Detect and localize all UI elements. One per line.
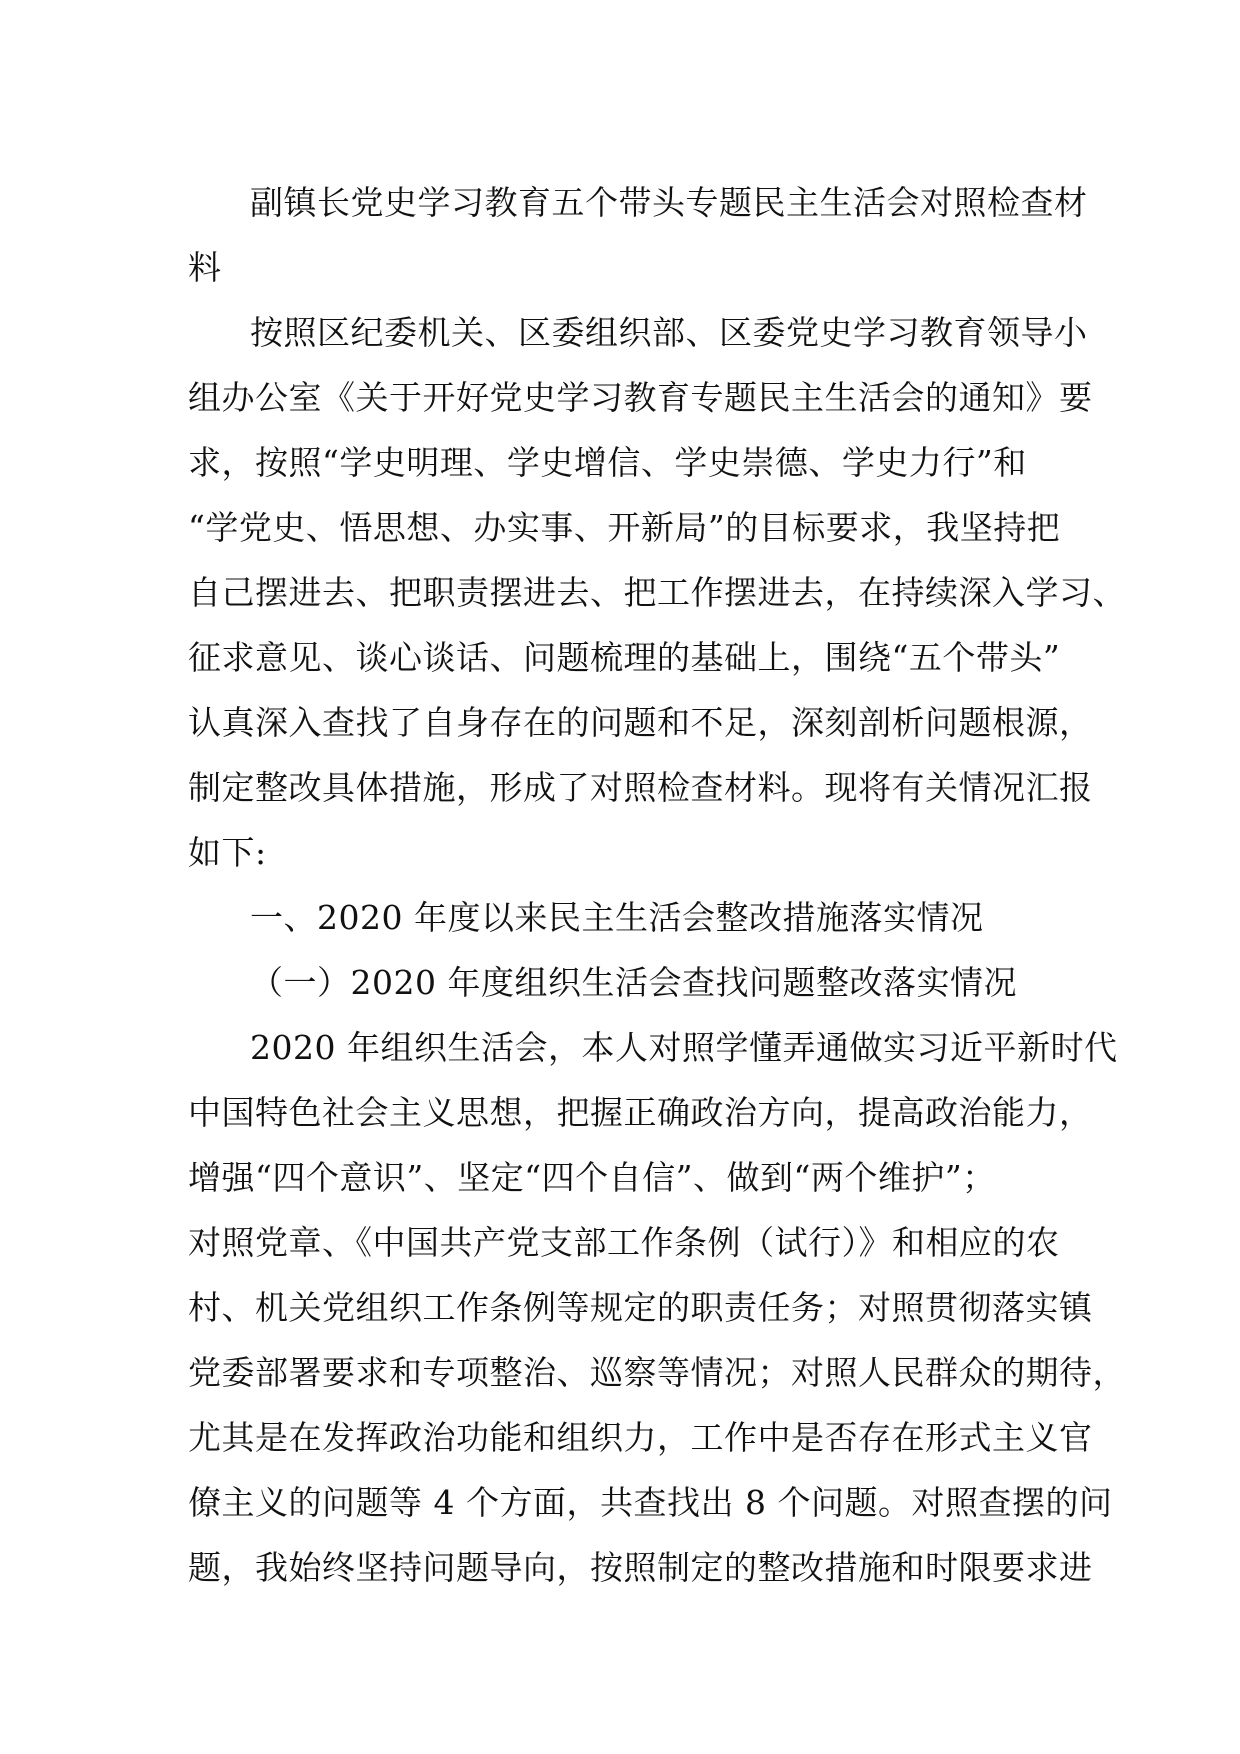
document-body — [188, 170, 1126, 1600]
paragraph-line: 如下: — [188, 833, 267, 872]
subsection-heading: （一）2020 年度组织生活会查找问题整改落实情况 — [250, 963, 1017, 1002]
paragraph-line: 党委部署要求和专项整治、巡察等情况；对照人民群众的期待， — [188, 1353, 1126, 1392]
section-heading: 一、2020 年度以来民主生活会整改措施落实情况 — [250, 898, 984, 937]
paragraph-line: 制定整改具体措施，形成了对照检查材料。现将有关情况汇报 — [188, 768, 1093, 807]
paragraph-line: 村、机关党组织工作条例等规定的职责任务；对照贯彻落实镇 — [188, 1288, 1093, 1327]
paragraph-line: 增强“四个意识”、坚定“四个自信”、做到“两个维护”； — [188, 1158, 996, 1197]
paragraph-line: 认真深入查找了自身存在的问题和不足，深刻剖析问题根源， — [188, 703, 1093, 742]
document-title-line-1: 副镇长党史学习教育五个带头专题民主生活会对照检查材 — [250, 183, 1088, 222]
paragraph-line: 征求意见、谈心谈话、问题梳理的基础上，围绕“五个带头” — [188, 638, 1061, 677]
paragraph-line: 尤其是在发挥政治功能和组织力，工作中是否存在形式主义官 — [188, 1418, 1093, 1457]
paragraph-line: 僚主义的问题等 4 个方面，共查找出 8 个问题。对照查摆的问 — [188, 1483, 1113, 1522]
paragraph-line: 题，我始终坚持问题导向，按照制定的整改措施和时限要求进 — [188, 1548, 1093, 1587]
paragraph-line: 按照区纪委机关、区委组织部、区委党史学习教育领导小 — [250, 313, 1088, 352]
document-title-line-2: 料 — [188, 248, 222, 287]
paragraph-line: 组办公室《关于开好党史学习教育专题民主生活会的通知》要 — [188, 378, 1093, 417]
paragraph-line: 求，按照“学史明理、学史增信、学史崇德、学史力行”和 — [188, 443, 1027, 482]
paragraph-line: 中国特色社会主义思想，把握正确政治方向，提高政治能力， — [188, 1093, 1093, 1132]
paragraph-line: 2020 年组织生活会，本人对照学懂弄通做实习近平新时代 — [250, 1028, 1118, 1067]
paragraph-line: “学党史、悟思想、办实事、开新局”的目标要求，我坚持把 — [188, 508, 1061, 547]
paragraph-line: 对照党章、《中国共产党支部工作条例（试行）》和相应的农 — [188, 1223, 1060, 1262]
paragraph-line: 自己摆进去、把职责摆进去、把工作摆进去，在持续深入学习、 — [188, 573, 1126, 612]
